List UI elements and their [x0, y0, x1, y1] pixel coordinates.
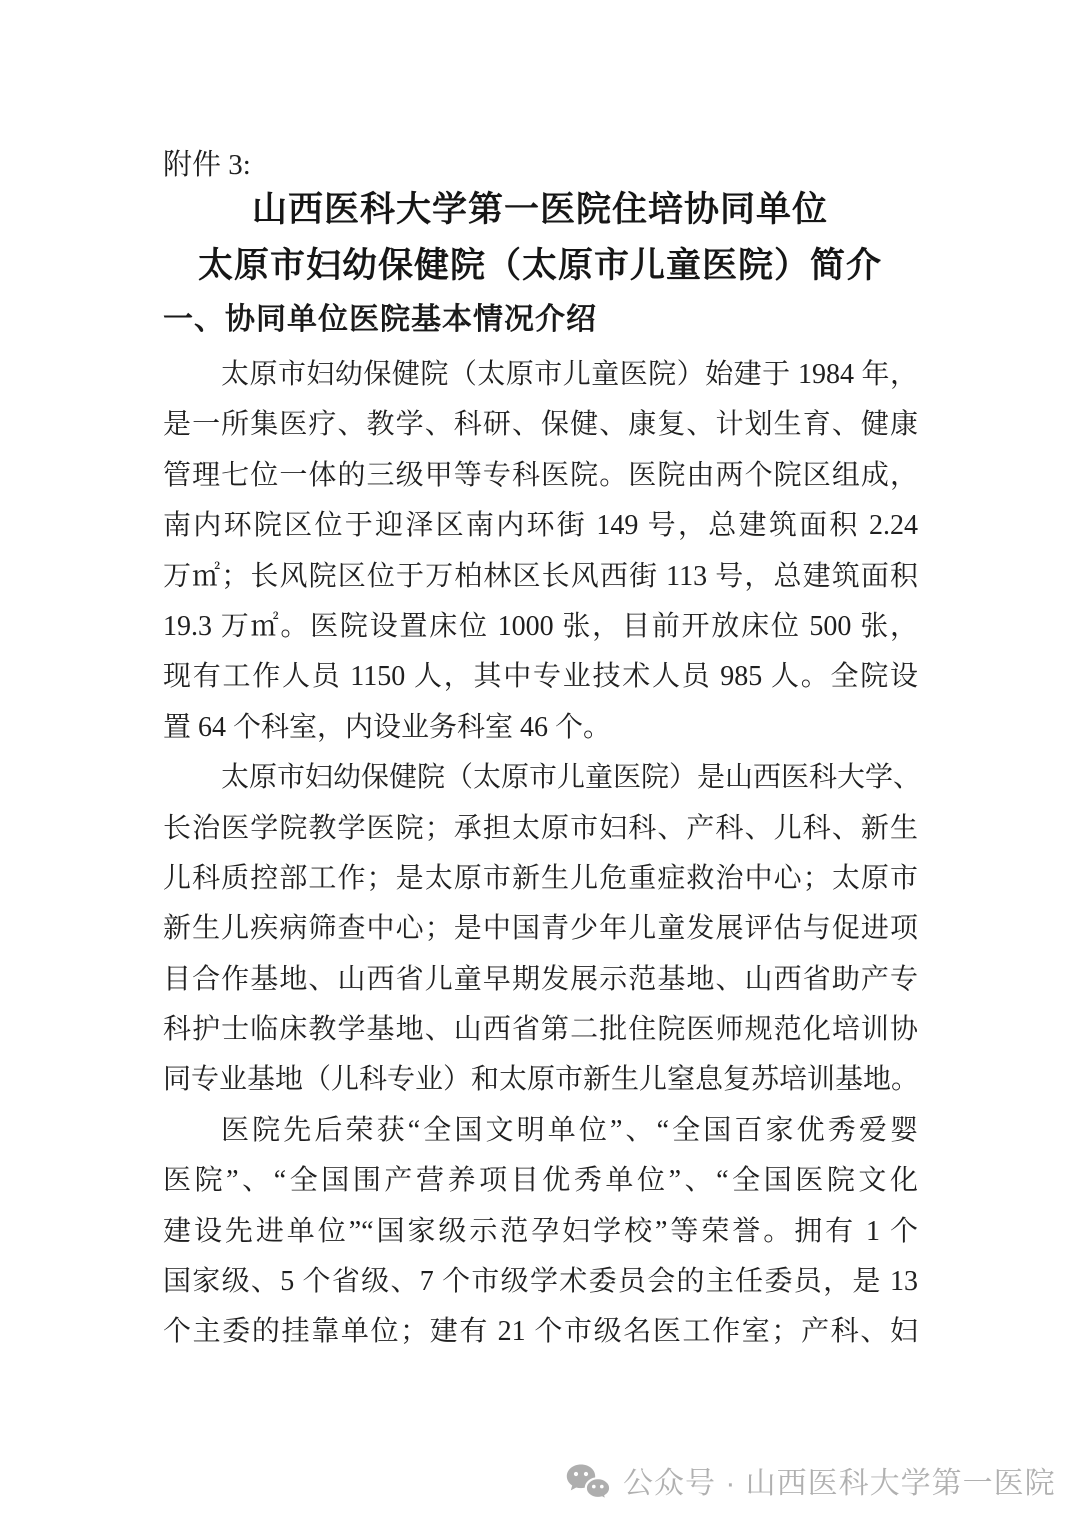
body-line: 同专业基地（儿科专业）和太原市新生儿窒息复苏培训基地。: [163, 1064, 920, 1096]
body-line: 长治医学院教学医院；承担太原市妇科、产科、儿科、新生: [163, 812, 918, 844]
body-line: 是一所集医疗、教学、科研、保健、康复、计划生育、健康: [163, 409, 918, 441]
body-line: 科护士临床教学基地、山西省第二批住院医师规范化培训协: [163, 1014, 918, 1046]
section-heading: 一、协同单位医院基本情况介绍: [163, 303, 597, 336]
body-line: 国家级、5 个省级、7 个市级学术委员会的主任委员，是 13: [163, 1266, 918, 1298]
body-line: 个主委的挂靠单位；建有 21 个市级名医工作室；产科、妇: [163, 1316, 918, 1348]
body-line: 新生儿疾病筛查中心；是中国青少年儿童发展评估与促进项: [163, 913, 918, 945]
body-line: 建设先进单位”“国家级示范孕妇学校”等荣誉。拥有 1 个: [163, 1215, 918, 1247]
body-line: 医院”、“全国围产营养项目优秀单位”、“全国医院文化: [163, 1165, 918, 1197]
body-line: 医院先后荣获“全国文明单位”、“全国百家优秀爱婴: [221, 1114, 918, 1146]
wechat-icon: [565, 1463, 611, 1505]
body-line: 万㎡；长风院区位于万柏林区长风西街 113 号，总建筑面积: [163, 560, 918, 592]
attachment-label: 附件 3:: [163, 149, 251, 181]
body-line: 南内环院区位于迎泽区南内环街 149 号，总建筑面积 2.24: [163, 510, 918, 542]
body-line: 太原市妇幼保健院（太原市儿童医院）是山西医科大学、: [221, 762, 922, 794]
body-line: 现有工作人员 1150 人，其中专业技术人员 985 人。全院设: [163, 661, 918, 693]
body-line: 太原市妇幼保健院（太原市儿童医院）始建于 1984 年，: [221, 359, 918, 390]
body-line: 儿科质控部工作；是太原市新生儿危重症救治中心；太原市: [163, 862, 918, 894]
body-line: 管理七位一体的三级甲等专科医院。医院由两个院区组成，: [163, 459, 918, 491]
document-title-line1: 山西医科大学第一医院住培协同单位: [251, 190, 828, 229]
wechat-watermark: [565, 1462, 1056, 1506]
document-title-line2: 太原市妇幼保健院（太原市儿童医院）简介: [197, 246, 882, 285]
wechat-watermark-text: 公众号 · 山西医科大学第一医院: [623, 1467, 1056, 1500]
document-body: [163, 350, 922, 1358]
body-line: 置 64 个科室，内设业务科室 46 个。: [163, 711, 612, 743]
body-line: 目合作基地、山西省儿童早期发展示范基地、山西省助产专: [163, 963, 918, 995]
body-line: 19.3 万㎡。医院设置床位 1000 张，目前开放床位 500 张，: [163, 610, 918, 642]
